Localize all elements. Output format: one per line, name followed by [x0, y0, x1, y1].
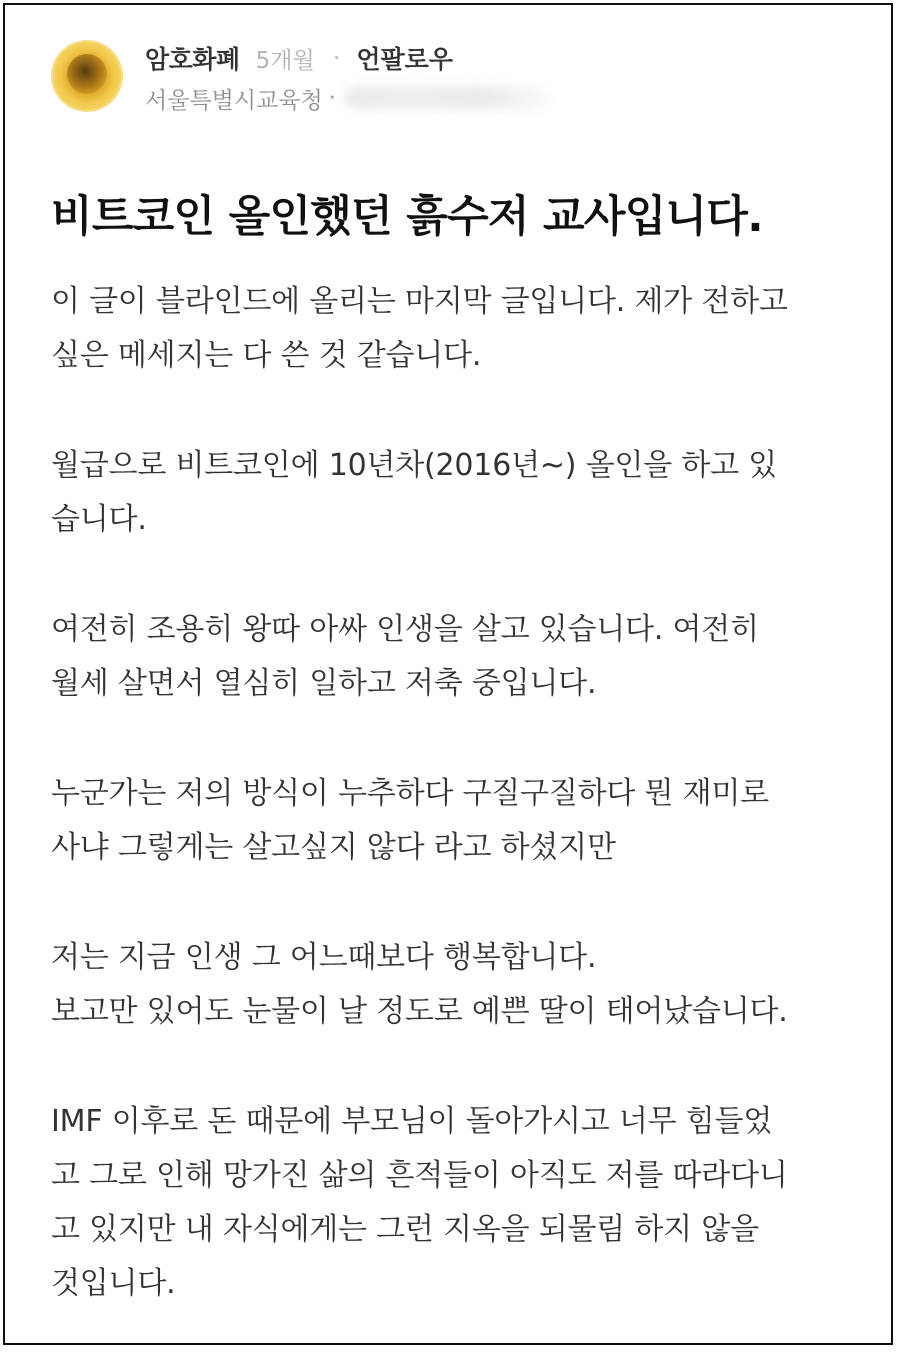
- author-meta-row: [145, 40, 453, 76]
- post-author-header: [51, 36, 871, 118]
- post-line: 월급으로 비트코인에 10년차(2016년~) 올인을 하고 있: [51, 448, 777, 483]
- post-age: 5개월: [255, 47, 315, 74]
- post-body: [51, 275, 871, 1311]
- post-paragraph: [51, 439, 871, 547]
- post-line: 것입니다.: [51, 1266, 176, 1301]
- post-paragraph: [51, 931, 871, 1039]
- avatar[interactable]: [51, 40, 123, 112]
- post-line: 사냐 그렇게는 살고싶지 않다 라고 하셨지만: [51, 830, 616, 865]
- post-line: 고 그로 인해 망가진 삶의 흔적들이 아직도 저를 따라다니: [51, 1158, 788, 1193]
- screenshot-frame: [3, 3, 893, 1345]
- post-paragraph: [51, 603, 871, 711]
- org-separator: ·: [328, 85, 337, 111]
- post-line: 월세 살면서 열심히 일하고 저축 중입니다.: [51, 666, 597, 701]
- author-organization: 서울특별시교육청: [145, 87, 323, 114]
- post-line: 보고만 있어도 눈물이 날 정도로 예쁜 딸이 태어났습니다.: [51, 994, 788, 1029]
- meta-separator: ·: [332, 44, 341, 72]
- post-line: 저는 지금 인생 그 어느때보다 행복합니다.: [51, 940, 597, 975]
- post-line: 이 글이 블라인드에 올리는 마지막 글입니다. 제가 전하고: [51, 284, 788, 319]
- author-nickname[interactable]: 암호화폐: [145, 45, 240, 74]
- post-paragraph: [51, 767, 871, 875]
- post-paragraph: [51, 1095, 871, 1311]
- unfollow-button[interactable]: 언팔로우: [356, 45, 453, 74]
- post-line: 누군가는 저의 방식이 누추하다 구질구질하다 뭔 재미로: [51, 776, 769, 811]
- post-line: 고 있지만 내 자식에게는 그런 지옥을 되물림 하지 않을: [51, 1212, 759, 1247]
- post-title: 비트코인 올인했던 흙수저 교사입니다.: [51, 192, 763, 242]
- post-line: IMF 이후로 돈 때문에 부모님이 돌아가시고 너무 힘들었: [51, 1104, 773, 1139]
- post-paragraph: [51, 275, 871, 383]
- author-org-row: [145, 82, 549, 114]
- post-line: 여전히 조용히 왕따 아싸 인생을 살고 있습니다. 여전히: [51, 612, 759, 647]
- post-line: 싶은 메세지는 다 쓴 것 같습니다.: [51, 338, 482, 373]
- post-line: 습니다.: [51, 502, 147, 537]
- redacted-author-info: [344, 86, 549, 110]
